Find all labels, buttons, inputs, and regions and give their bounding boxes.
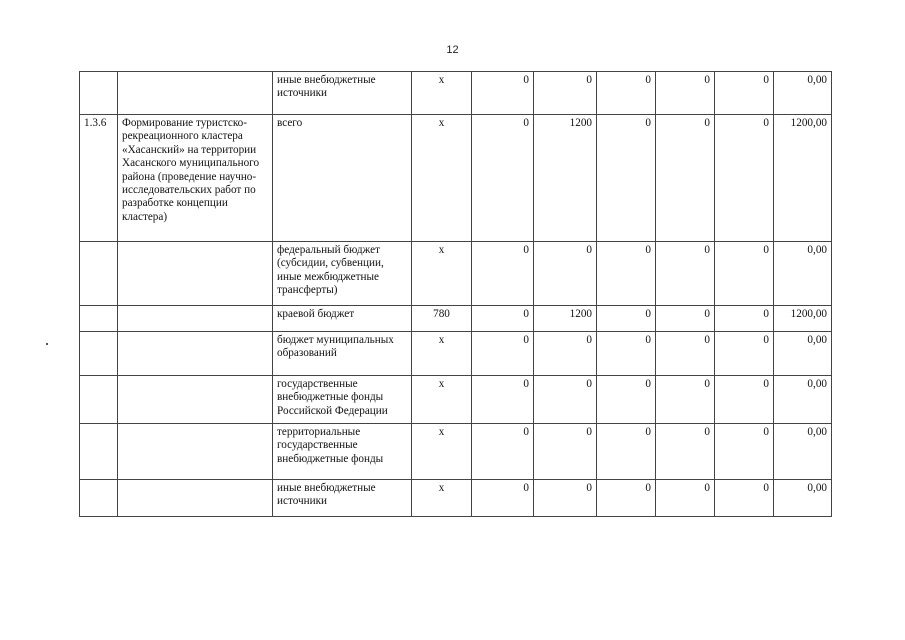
row-number-cell — [80, 480, 118, 517]
value-cell: 0 — [656, 72, 715, 115]
table-row — [80, 480, 832, 517]
value-cell: 0 — [534, 480, 597, 517]
table-row — [80, 332, 832, 376]
value-cell: 1200 — [534, 306, 597, 332]
activity-name-cell — [118, 424, 273, 480]
funding-source-cell: иные внебюджетные источники — [273, 480, 412, 517]
code-cell: х — [412, 480, 472, 517]
value-cell: 0 — [715, 115, 774, 242]
funding-source-cell: иные внебюджетные источники — [273, 72, 412, 115]
value-cell: 0 — [656, 376, 715, 424]
value-cell: 0 — [597, 480, 656, 517]
activity-name-cell — [118, 72, 273, 115]
scan-speck — [46, 343, 48, 345]
value-cell: 0 — [656, 332, 715, 376]
funding-source-cell: бюджет муниципальных образований — [273, 332, 412, 376]
value-cell: 0 — [656, 242, 715, 306]
total-cell: 0,00 — [774, 424, 832, 480]
code-cell: 780 — [412, 306, 472, 332]
value-cell: 0 — [656, 115, 715, 242]
row-number-cell — [80, 72, 118, 115]
value-cell: 0 — [715, 242, 774, 306]
value-cell: 0 — [472, 306, 534, 332]
funding-source-cell: территориальные государственные внебюджетные фонды — [273, 424, 412, 480]
value-cell: 0 — [715, 424, 774, 480]
value-cell: 0 — [597, 306, 656, 332]
total-cell: 0,00 — [774, 332, 832, 376]
funding-source-cell: краевой бюджет — [273, 306, 412, 332]
value-cell: 0 — [597, 242, 656, 306]
code-cell: х — [412, 115, 472, 242]
value-cell: 0 — [534, 376, 597, 424]
table-row — [80, 115, 832, 242]
value-cell: 0 — [656, 424, 715, 480]
value-cell: 0 — [597, 115, 656, 242]
activity-name-cell — [118, 332, 273, 376]
table-row — [80, 424, 832, 480]
value-cell: 0 — [534, 242, 597, 306]
table-row — [80, 72, 832, 115]
total-cell: 0,00 — [774, 242, 832, 306]
value-cell: 0 — [597, 424, 656, 480]
value-cell: 0 — [472, 332, 534, 376]
value-cell: 0 — [656, 480, 715, 517]
table-row — [80, 376, 832, 424]
funding-source-cell: государственные внебюджетные фонды Российской Федерации — [273, 376, 412, 424]
total-cell: 1200,00 — [774, 306, 832, 332]
row-number-cell: 1.3.6 — [80, 115, 118, 242]
total-cell: 1200,00 — [774, 115, 832, 242]
value-cell: 0 — [472, 72, 534, 115]
activity-name-cell — [118, 376, 273, 424]
total-cell: 0,00 — [774, 376, 832, 424]
value-cell: 0 — [597, 332, 656, 376]
table-row — [80, 242, 832, 306]
value-cell: 0 — [715, 480, 774, 517]
total-cell: 0,00 — [774, 480, 832, 517]
value-cell: 0 — [472, 480, 534, 517]
row-number-cell — [80, 424, 118, 480]
activity-name-cell: Формирование туристско-рекреационного кластера «Хасанский» на территории Хасанского муниципального района (проведение научно-исследовательских работ по разработке концепции кластера) — [118, 115, 273, 242]
value-cell: 0 — [715, 332, 774, 376]
code-cell: х — [412, 332, 472, 376]
code-cell: х — [412, 242, 472, 306]
budget-table — [79, 71, 832, 517]
value-cell: 1200 — [534, 115, 597, 242]
funding-source-cell: всего — [273, 115, 412, 242]
value-cell: 0 — [472, 376, 534, 424]
value-cell: 0 — [472, 242, 534, 306]
row-number-cell — [80, 332, 118, 376]
funding-source-cell: федеральный бюджет (субсидии, субвенции, иные межбюджетные трансферты) — [273, 242, 412, 306]
value-cell: 0 — [534, 332, 597, 376]
activity-name-cell — [118, 480, 273, 517]
table-row — [80, 306, 832, 332]
value-cell: 0 — [472, 424, 534, 480]
activity-name-cell — [118, 242, 273, 306]
value-cell: 0 — [534, 424, 597, 480]
value-cell: 0 — [656, 306, 715, 332]
code-cell: х — [412, 376, 472, 424]
page-number: 12 — [446, 44, 459, 56]
value-cell: 0 — [715, 72, 774, 115]
activity-name-cell — [118, 306, 273, 332]
value-cell: 0 — [715, 306, 774, 332]
value-cell: 0 — [472, 115, 534, 242]
code-cell: х — [412, 72, 472, 115]
value-cell: 0 — [597, 376, 656, 424]
value-cell: 0 — [597, 72, 656, 115]
total-cell: 0,00 — [774, 72, 832, 115]
row-number-cell — [80, 242, 118, 306]
value-cell: 0 — [534, 72, 597, 115]
code-cell: х — [412, 424, 472, 480]
row-number-cell — [80, 376, 118, 424]
value-cell: 0 — [715, 376, 774, 424]
row-number-cell — [80, 306, 118, 332]
